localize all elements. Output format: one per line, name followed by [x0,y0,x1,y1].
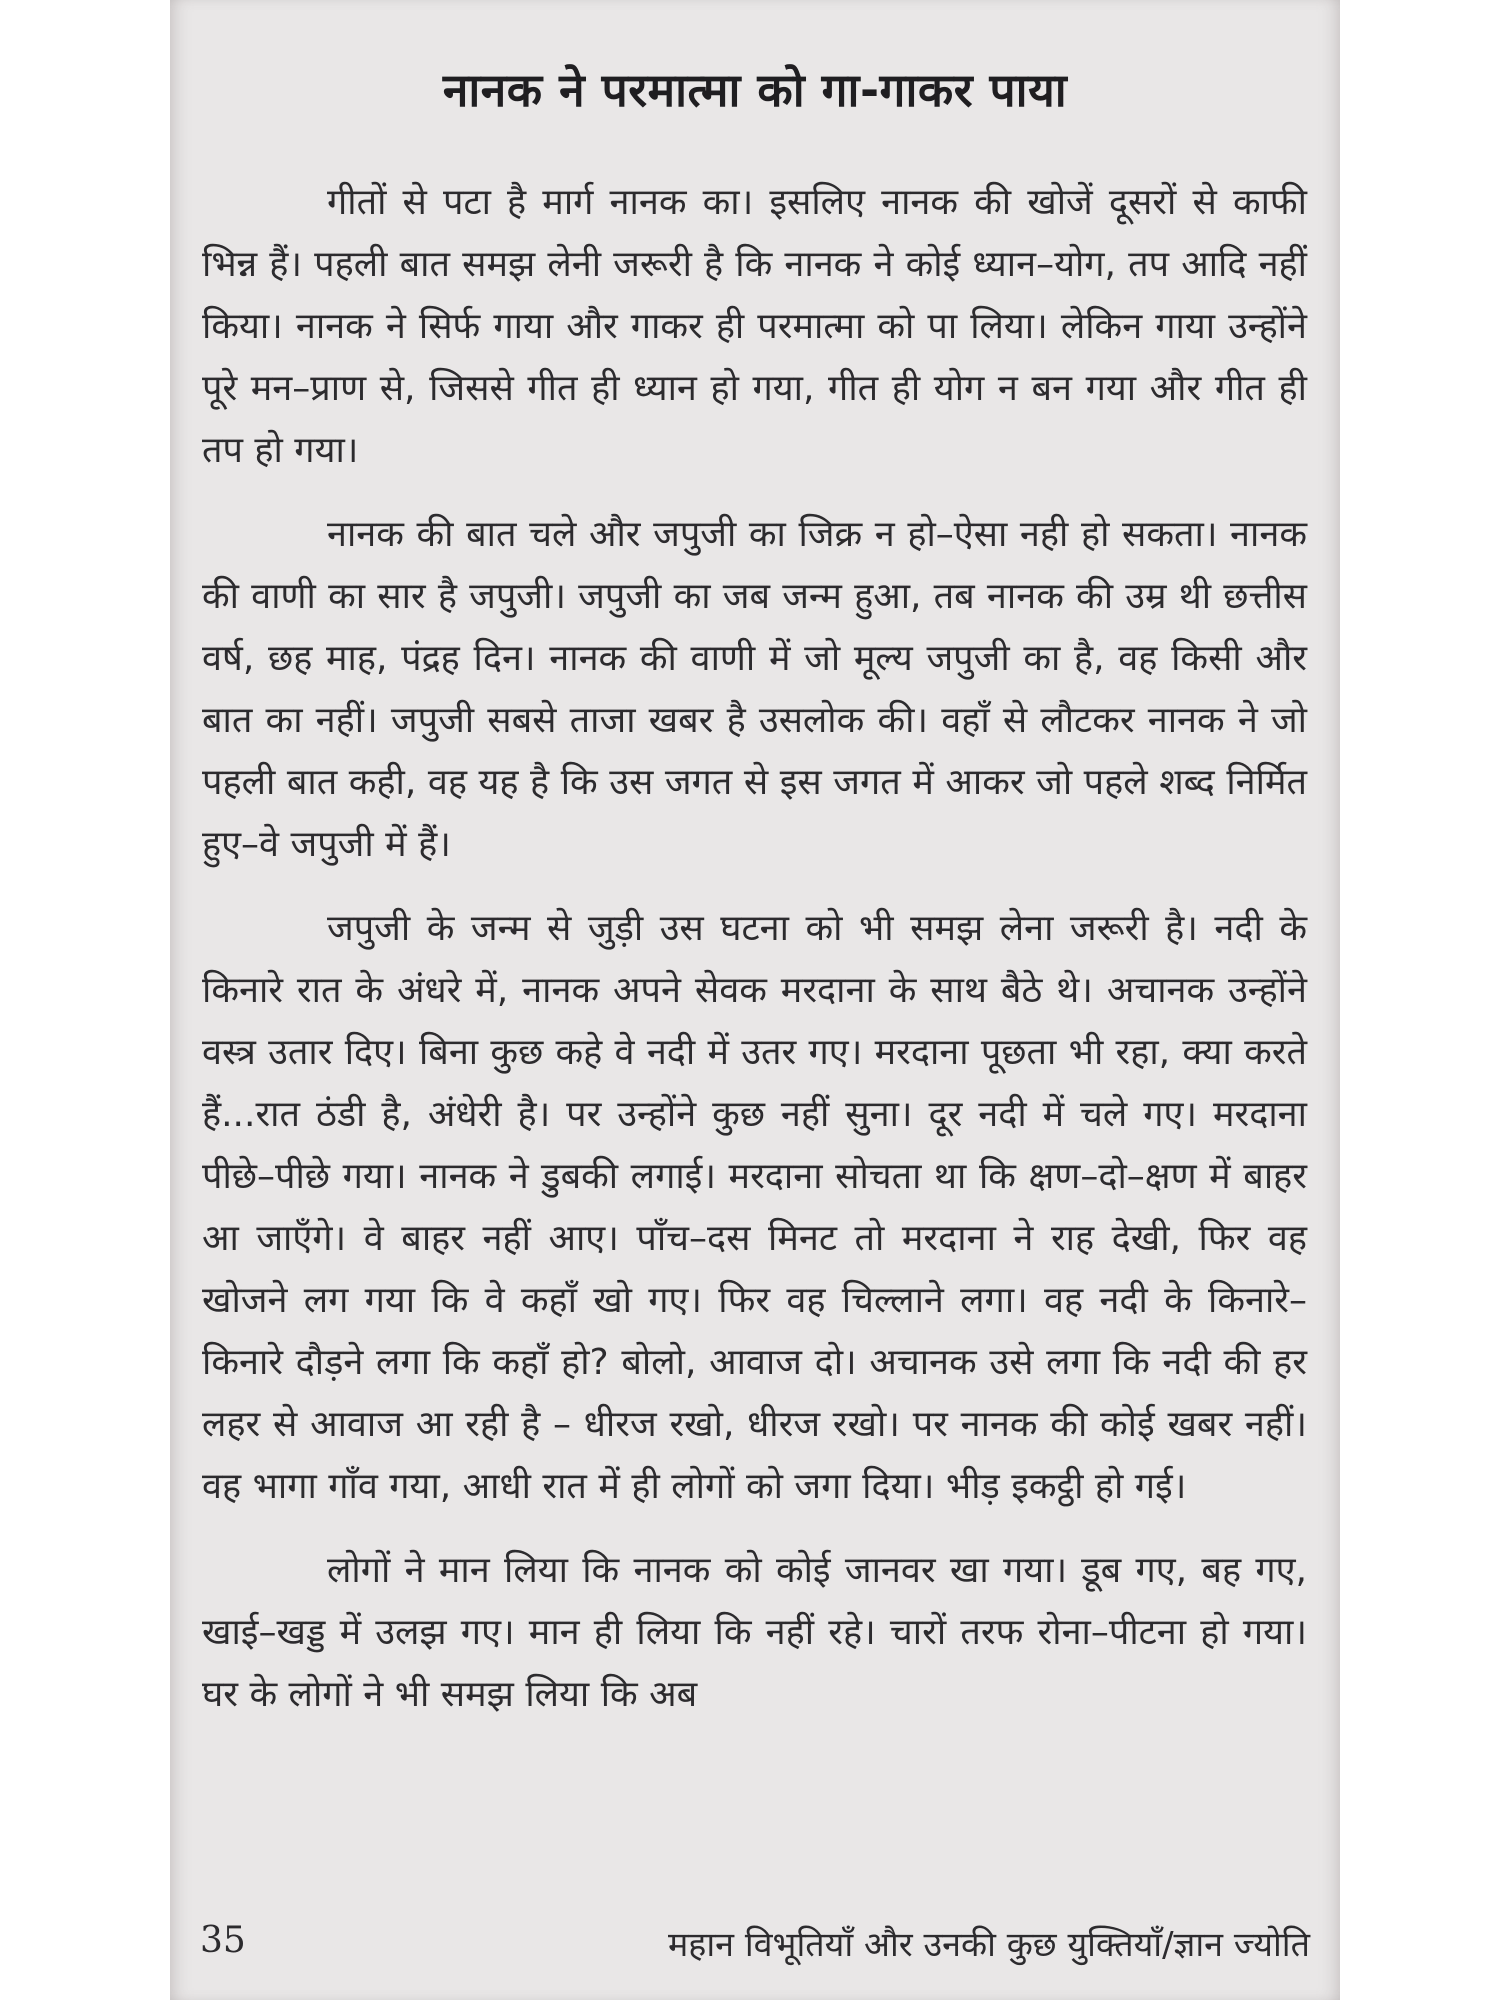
book-title: महान विभूतियाँ और उनकी कुछ युक्तियाँ/ज्ञान ज्योति [667,1925,1310,1965]
paragraph-4: लोगों ने मान लिया कि नानक को कोई जानवर खा गया। डूब गए, बह गए, खाई–खड्ड में उलझ गए। मान ही लिया कि नहीं रहे। चारों तरफ रोना–पीटना हो गया। घर के लोगों ने भी समझ लिया कि अब [202,1550,1307,1715]
paragraph-1: गीतों से पटा है मार्ग नानक का। इसलिए नानक की खोजें दूसरों से काफी भिन्न हैं। पहली बात समझ लेनी जरूरी है कि नानक ने कोई ध्यान–योग, तप आदि नहीं किया। नानक ने सिर्फ गाया और गाकर ही परमात्मा को पा लिया। लेकिन गाया उन्होंने पूरे मन–प्राण से, जिससे गीत ही ध्यान हो गया, गीत ही योग न बन गया और गीत ही तप हो गया। [202,182,1307,471]
page-number: 35 [200,1920,246,1961]
page-footer [200,1920,1310,1970]
paragraph-3: जपुजी के जन्म से जुड़ी उस घटना को भी समझ लेना जरूरी है। नदी के किनारे रात के अंधरे में, नानक अपने सेवक मरदाना के साथ बैठे थे। अचानक उन्होंने वस्त्र उतार दिए। बिना कुछ कहे वे नदी में उतर गए। मरदाना पूछता भी रहा, क्या करते हैं...रात ठंडी है, अंधेरी है। पर उन्होंने कुछ नहीं सुना। दूर नदी में चले गए। मरदाना पीछे–पीछे गया। नानक ने डुबकी लगाई। मरदाना सोचता था कि क्षण–दो–क्षण में बाहर आ जाएँगे। वे बाहर नहीं आए। पाँच–दस मिनट तो मरदाना ने राह देखी, फिर वह खोजने लग गया कि वे कहाँ खो गए। फिर वह चिल्लाने लगा। वह नदी के किनारे–किनारे दौड़ने लगा कि कहाँ हो? बोलो, आवाज दो। अचानक उसे लगा कि नदी की हर लहर से आवाज आ रही है – धीरज रखो, धीरज रखो। पर नानक की कोई खबर नहीं। वह भागा गाँव गया, आधी रात में ही लोगों को जगा दिया। भीड़ इकट्ठी हो गई। [202,908,1307,1507]
book-page [170,0,1340,2000]
paragraph-2: नानक की बात चले और जपुजी का जिक्र न हो–ऐसा नही हो सकता। नानक की वाणी का सार है जपुजी। जपुजी का जब जन्म हुआ, तब नानक की उम्र थी छत्तीस वर्ष, छह माह, पंद्रह दिन। नानक की वाणी में जो मूल्य जपुजी का है, वह किसी और बात का नहीं। जपुजी सबसे ताजा खबर है उसलोक की। वहाँ से लौटकर नानक ने जो पहली बात कही, वह यह है कि उस जगत से इस जगत में आकर जो पहले शब्द निर्मित हुए–वे जपुजी में हैं। [202,514,1307,865]
body-text [202,172,1307,1748]
page-title: नानक ने परमात्मा को गा-गाकर पाया [442,63,1068,117]
